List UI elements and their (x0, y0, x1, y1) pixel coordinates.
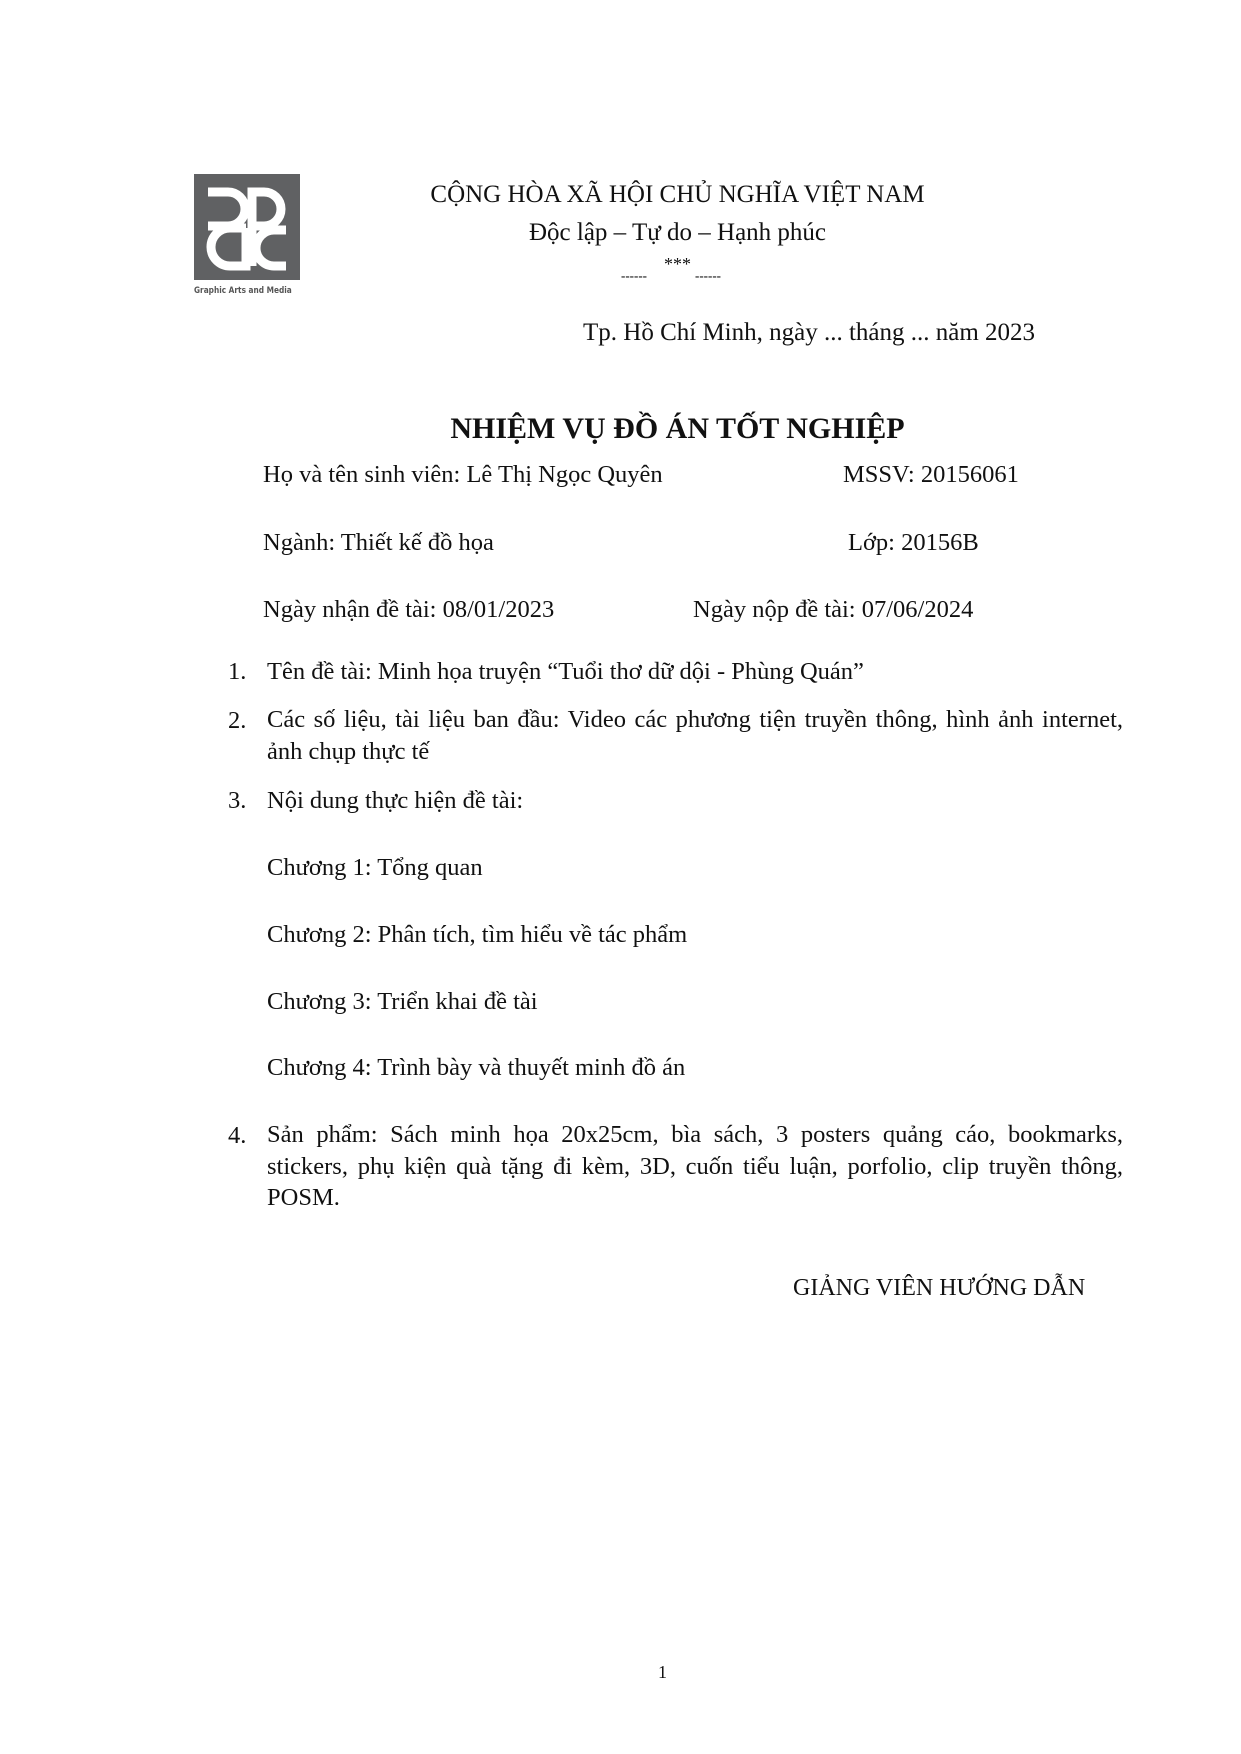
item-number: 3. (228, 787, 247, 814)
document-title: NHIỆM VỤ ĐỒ ÁN TỐT NGHIỆP (450, 412, 905, 445)
submit-date: Ngày nộp đề tài: 07/06/2024 (693, 596, 974, 623)
national-title: CỘNG HÒA XÃ HỘI CHỦ NGHĨA VIỆT NAM (430, 181, 925, 208)
supervisor-signature-label: GIẢNG VIÊN HƯỚNG DẪN (793, 1275, 1086, 1301)
chapter-item: Chương 1: Tổng quan (267, 854, 483, 881)
national-motto: Độc lập – Tự do – Hạnh phúc (528, 219, 827, 246)
item-number: 1. (228, 658, 247, 685)
item-content: Nội dung thực hiện đề tài: (267, 787, 524, 814)
class: Lớp: 20156B (848, 529, 979, 556)
major: Ngành: Thiết kế đồ họa (263, 529, 494, 556)
item-number: 4. (228, 1122, 247, 1149)
received-date: Ngày nhận đề tài: 08/01/2023 (263, 596, 555, 623)
dpdc-logo-icon (194, 174, 300, 280)
page-number: 1 (658, 1662, 667, 1682)
item-topic: Tên đề tài: Minh họa truyện “Tuổi thơ dữ dội - Phùng Quán” (267, 658, 864, 685)
item-products: Sản phẩm: Sách minh họa 20x25cm, bìa sách, 3 posters quảng cáo, bookmarks, stickers, phụ kiện quà tặng đi kèm, 3D, cuốn tiểu luận, porfolio, clip truyền thông, POSM. (267, 1121, 1123, 1211)
chapter-item: Chương 3: Triển khai đề tài (267, 988, 538, 1015)
chapter-item: Chương 2: Phân tích, tìm hiểu về tác phẩm (267, 921, 688, 948)
student-name: Họ và tên sinh viên: Lê Thị Ngọc Quyên (263, 461, 663, 488)
dash-divider-right: ------ (695, 268, 721, 283)
item-number: 2. (228, 707, 247, 734)
chapter-item: Chương 4: Trình bày và thuyết minh đồ án (267, 1054, 686, 1081)
date-line: Tp. Hồ Chí Minh, ngày ... tháng ... năm 2023 (583, 319, 1036, 346)
logo-caption: Graphic Arts and Media (194, 286, 292, 296)
dash-divider-left: ------ (621, 268, 647, 283)
stars-divider: *** (664, 254, 691, 274)
item-source-materials: Các số liệu, tài liệu ban đầu: Video các phương tiện truyền thông, hình ảnh internet, ảnh chụp thực tế (267, 706, 1123, 765)
student-id: MSSV: 20156061 (843, 461, 1019, 488)
